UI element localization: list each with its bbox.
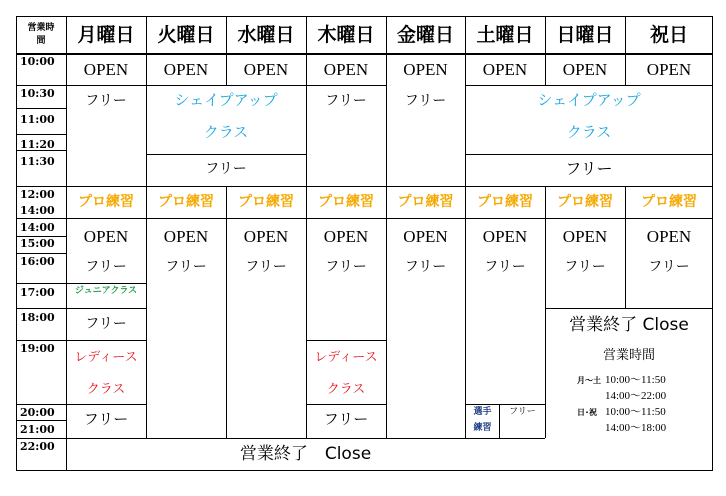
rule-time-2100 (16, 420, 66, 421)
open-label: OPEN (243, 60, 289, 79)
pro-practice: プロ練習 (397, 194, 454, 210)
time-label: 11:00 (20, 113, 55, 126)
hours-header-label: 営業時間 (27, 23, 55, 46)
rule-time-1600 (16, 253, 66, 254)
rule-free-row-2000 (16, 404, 146, 405)
ladies-class: クラス (86, 382, 126, 397)
time-label: 19:00 (20, 342, 55, 355)
open-label: OPEN (83, 227, 129, 246)
header-tuesday: 火曜日 (157, 24, 215, 46)
pro-practice: プロ練習 (477, 194, 533, 210)
rule-pro-top (16, 186, 713, 187)
open-label: OPEN (646, 60, 692, 79)
open-label: OPEN (403, 227, 448, 246)
header-friday: 金曜日 (396, 24, 454, 46)
rule-player-top (465, 404, 545, 405)
player-practice: 選手 (473, 407, 492, 417)
ladies-class: クラス (326, 382, 366, 397)
rule-header (16, 53, 713, 55)
rule-time-1120 (16, 134, 66, 135)
col-rule-fri (465, 16, 466, 438)
free-session: フリー (564, 259, 606, 275)
free-session: フリー (325, 93, 367, 109)
time-label: 22:00 (20, 440, 55, 453)
header-holiday: 祝日 (649, 24, 688, 46)
pro-practice: プロ練習 (158, 194, 214, 210)
free-session: フリー (325, 259, 367, 275)
time-label: 21:00 (20, 423, 55, 436)
open-label: OPEN (482, 227, 528, 246)
col-rule-thu (386, 16, 387, 438)
pro-practice: プロ練習 (557, 194, 613, 210)
free-session: フリー (648, 259, 690, 275)
hours-weekday-2: 14:00～22:00 (605, 390, 667, 402)
open-label: OPEN (562, 60, 608, 79)
pro-practice: プロ練習 (318, 194, 374, 210)
rule-free-thu-2000 (306, 404, 386, 405)
free-session: フリー (165, 259, 207, 275)
ladies-class: レディース (314, 350, 378, 365)
free-session: フリー (484, 259, 526, 275)
time-label: 14:00 (20, 204, 55, 217)
player-practice: 練習 (473, 423, 492, 433)
rule-ladies-thu-top (306, 340, 386, 341)
rule-close-top (16, 438, 545, 439)
shape-up-class: クラス (566, 123, 612, 141)
shape-up-class: クラス (203, 123, 249, 141)
rule-time-1800 (16, 308, 66, 309)
free-session: フリー (85, 259, 127, 275)
rule-time-1700 (16, 283, 146, 284)
time-label: 16:00 (20, 255, 55, 268)
time-label: 15:00 (20, 237, 55, 250)
shape-up-class: シェイプアップ (174, 91, 278, 109)
rule-open-row (66, 85, 386, 86)
col-rule-wed (306, 16, 307, 438)
open-label: OPEN (562, 227, 608, 246)
junior-class: ジュニアクラス (74, 286, 138, 296)
open-label: OPEN (646, 227, 692, 246)
rule-close-sat-top (545, 308, 713, 309)
rule-open-row-right (465, 85, 713, 86)
time-label: 12:00 (20, 188, 55, 201)
col-rule-mon (146, 16, 147, 438)
hours-weekday-1: 10:00～11:50 (605, 374, 666, 386)
free-session: フリー (323, 410, 369, 428)
time-label: 10:00 (20, 55, 55, 68)
rule-junior-bottom (66, 308, 146, 309)
header-monday: 月曜日 (77, 24, 135, 46)
time-label: 11:20 (20, 138, 55, 151)
ladies-class: レディース (74, 350, 138, 365)
header-saturday: 土曜日 (476, 24, 534, 46)
time-label: 10:30 (20, 87, 55, 100)
rule-free-sat-hol (465, 154, 713, 155)
free-session: フリー (245, 259, 287, 275)
free-session: フリー (85, 93, 127, 109)
free-session: フリー (85, 316, 127, 332)
closed-footer: 営業終了 Close (239, 444, 372, 464)
free-session: フリー (565, 159, 613, 178)
open-label: OPEN (482, 60, 528, 79)
header-sunday: 日曜日 (556, 24, 614, 46)
rule-time-1900 (16, 340, 146, 341)
time-label: 14:00 (20, 221, 55, 234)
pro-practice: プロ練習 (238, 194, 294, 210)
col-rule-sat-bottom (545, 186, 546, 438)
open-label: OPEN (163, 227, 209, 246)
open-label: OPEN (83, 60, 129, 79)
pro-practice: プロ練習 (641, 194, 697, 210)
hours-holiday-label: 日･祝 (577, 408, 597, 417)
time-label: 18:00 (20, 311, 55, 324)
free-session: フリー (404, 259, 447, 275)
rule-pro-bottom (16, 218, 713, 219)
free-session: フリー (205, 161, 247, 177)
open-label: OPEN (403, 60, 448, 79)
open-label: OPEN (323, 60, 369, 79)
time-label: 11:30 (20, 155, 55, 168)
free-session: フリー (509, 407, 536, 417)
open-label: OPEN (243, 227, 289, 246)
open-label: OPEN (163, 60, 209, 79)
time-label: 20:00 (20, 406, 55, 419)
rule-time-1030 (16, 85, 66, 86)
hours-holiday-1: 10:00～11:50 (605, 406, 666, 418)
shape-up-class: シェイプアップ (537, 91, 641, 109)
free-session: フリー (404, 93, 447, 109)
rule-free-tue-wed (146, 154, 306, 155)
header-wednesday: 水曜日 (237, 24, 295, 46)
header-thursday: 木曜日 (317, 24, 375, 46)
hours-box-title: 営業時間 (602, 348, 655, 363)
hours-weekday-label: 月〜土 (577, 376, 601, 385)
col-rule-tue-bottom (226, 186, 227, 438)
pro-practice: プロ練習 (78, 194, 134, 210)
free-session: フリー (83, 410, 129, 428)
time-label: 17:00 (20, 286, 55, 299)
hours-holiday-2: 14:00～18:00 (605, 422, 667, 434)
rule-time-1100 (16, 108, 66, 109)
open-label: OPEN (323, 227, 369, 246)
closed-notice: 営業終了 Close (569, 315, 689, 335)
